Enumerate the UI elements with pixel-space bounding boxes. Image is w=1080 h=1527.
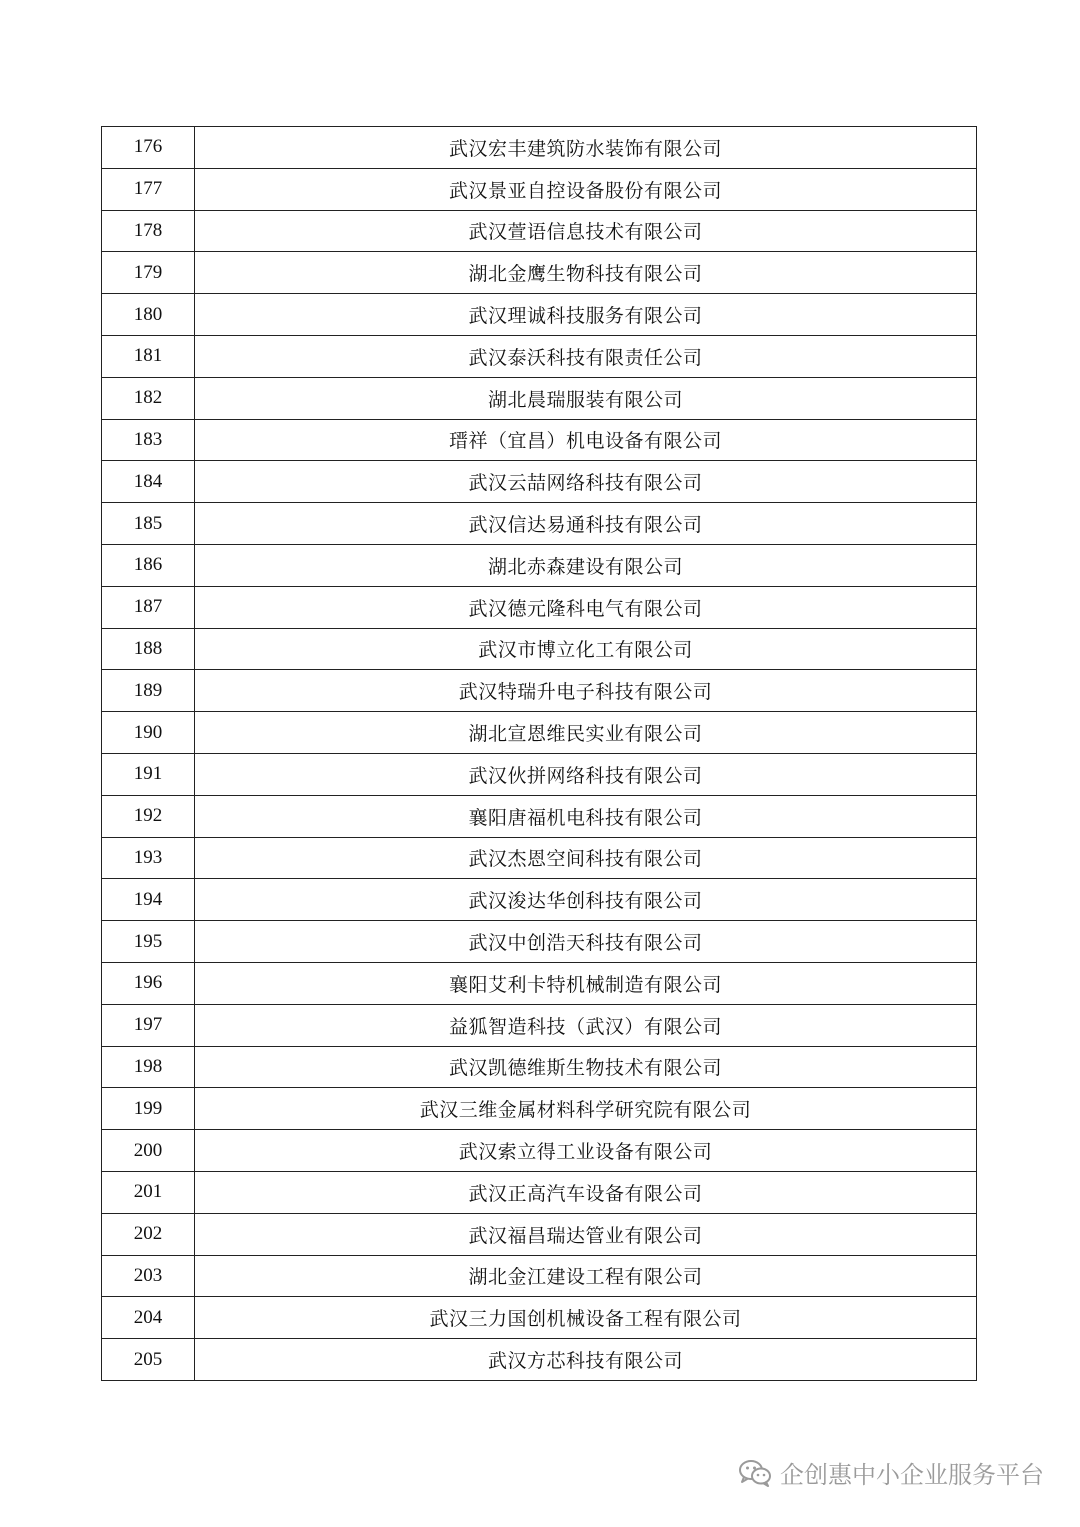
row-number: 199 bbox=[102, 1088, 195, 1130]
company-name: 武汉理诚科技服务有限公司 bbox=[195, 294, 977, 336]
table-row bbox=[102, 503, 977, 545]
company-name: 武汉泰沃科技有限责任公司 bbox=[195, 335, 977, 377]
company-name: 湖北赤森建设有限公司 bbox=[195, 544, 977, 586]
table-row bbox=[102, 1213, 977, 1255]
company-name: 武汉特瑞升电子科技有限公司 bbox=[195, 670, 977, 712]
company-list-table bbox=[101, 126, 977, 1381]
row-number: 189 bbox=[102, 670, 195, 712]
table-row bbox=[102, 712, 977, 754]
row-number: 178 bbox=[102, 210, 195, 252]
table-row bbox=[102, 1171, 977, 1213]
row-number: 181 bbox=[102, 335, 195, 377]
row-number: 182 bbox=[102, 377, 195, 419]
company-name: 湖北金鹰生物科技有限公司 bbox=[195, 252, 977, 294]
watermark-text: 企创惠中小企业服务平台 bbox=[780, 1461, 1044, 1489]
company-name: 武汉方芯科技有限公司 bbox=[195, 1339, 977, 1381]
company-name: 武汉浚达华创科技有限公司 bbox=[195, 879, 977, 921]
table-row bbox=[102, 335, 977, 377]
table-row bbox=[102, 1255, 977, 1297]
table-row bbox=[102, 210, 977, 252]
company-name: 襄阳唐福机电科技有限公司 bbox=[195, 795, 977, 837]
row-number: 195 bbox=[102, 921, 195, 963]
table-row bbox=[102, 586, 977, 628]
company-name: 武汉凯德维斯生物技术有限公司 bbox=[195, 1046, 977, 1088]
table-row bbox=[102, 252, 977, 294]
company-name: 武汉信达易通科技有限公司 bbox=[195, 503, 977, 545]
company-name: 湖北宣恩维民实业有限公司 bbox=[195, 712, 977, 754]
company-name: 武汉景亚自控设备股份有限公司 bbox=[195, 168, 977, 210]
row-number: 191 bbox=[102, 753, 195, 795]
company-name: 益狐智造科技（武汉）有限公司 bbox=[195, 1004, 977, 1046]
table-row bbox=[102, 962, 977, 1004]
table-row bbox=[102, 879, 977, 921]
row-number: 176 bbox=[102, 127, 195, 169]
table-row bbox=[102, 377, 977, 419]
row-number: 203 bbox=[102, 1255, 195, 1297]
table-row bbox=[102, 628, 977, 670]
row-number: 188 bbox=[102, 628, 195, 670]
table-row bbox=[102, 837, 977, 879]
company-name: 湖北晨瑞服装有限公司 bbox=[195, 377, 977, 419]
row-number: 179 bbox=[102, 252, 195, 294]
row-number: 198 bbox=[102, 1046, 195, 1088]
row-number: 186 bbox=[102, 544, 195, 586]
row-number: 204 bbox=[102, 1297, 195, 1339]
company-name: 襄阳艾利卡特机械制造有限公司 bbox=[195, 962, 977, 1004]
company-name: 武汉萱语信息技术有限公司 bbox=[195, 210, 977, 252]
company-name: 武汉中创浩天科技有限公司 bbox=[195, 921, 977, 963]
company-name: 武汉宏丰建筑防水装饰有限公司 bbox=[195, 127, 977, 169]
row-number: 187 bbox=[102, 586, 195, 628]
table-row bbox=[102, 294, 977, 336]
row-number: 197 bbox=[102, 1004, 195, 1046]
table-row bbox=[102, 544, 977, 586]
table-row bbox=[102, 753, 977, 795]
table-row bbox=[102, 921, 977, 963]
table-row bbox=[102, 419, 977, 461]
table-row bbox=[102, 1130, 977, 1172]
company-name: 湖北金江建设工程有限公司 bbox=[195, 1255, 977, 1297]
row-number: 205 bbox=[102, 1339, 195, 1381]
company-name: 武汉云喆网络科技有限公司 bbox=[195, 461, 977, 503]
wechat-icon bbox=[738, 1459, 772, 1487]
row-number: 190 bbox=[102, 712, 195, 754]
table-row bbox=[102, 168, 977, 210]
row-number: 185 bbox=[102, 503, 195, 545]
row-number: 196 bbox=[102, 962, 195, 1004]
company-name: 武汉三力国创机械设备工程有限公司 bbox=[195, 1297, 977, 1339]
table-row bbox=[102, 670, 977, 712]
row-number: 200 bbox=[102, 1130, 195, 1172]
row-number: 201 bbox=[102, 1171, 195, 1213]
row-number: 183 bbox=[102, 419, 195, 461]
company-name: 武汉杰恩空间科技有限公司 bbox=[195, 837, 977, 879]
company-name: 武汉正高汽车设备有限公司 bbox=[195, 1171, 977, 1213]
table-row bbox=[102, 1297, 977, 1339]
row-number: 192 bbox=[102, 795, 195, 837]
table-row bbox=[102, 127, 977, 169]
row-number: 194 bbox=[102, 879, 195, 921]
company-list-body bbox=[102, 127, 977, 1381]
company-name: 武汉德元隆科电气有限公司 bbox=[195, 586, 977, 628]
table-row bbox=[102, 1339, 977, 1381]
row-number: 202 bbox=[102, 1213, 195, 1255]
company-name: 瑨祥（宜昌）机电设备有限公司 bbox=[195, 419, 977, 461]
table-row bbox=[102, 1046, 977, 1088]
row-number: 180 bbox=[102, 294, 195, 336]
row-number: 193 bbox=[102, 837, 195, 879]
table-row bbox=[102, 1088, 977, 1130]
company-name: 武汉伙拼网络科技有限公司 bbox=[195, 753, 977, 795]
table-row bbox=[102, 461, 977, 503]
company-name: 武汉索立得工业设备有限公司 bbox=[195, 1130, 977, 1172]
company-name: 武汉三维金属材料科学研究院有限公司 bbox=[195, 1088, 977, 1130]
row-number: 177 bbox=[102, 168, 195, 210]
row-number: 184 bbox=[102, 461, 195, 503]
table-row bbox=[102, 795, 977, 837]
company-name: 武汉福昌瑞达管业有限公司 bbox=[195, 1213, 977, 1255]
table-row bbox=[102, 1004, 977, 1046]
company-name: 武汉市博立化工有限公司 bbox=[195, 628, 977, 670]
watermark bbox=[738, 1455, 1044, 1490]
